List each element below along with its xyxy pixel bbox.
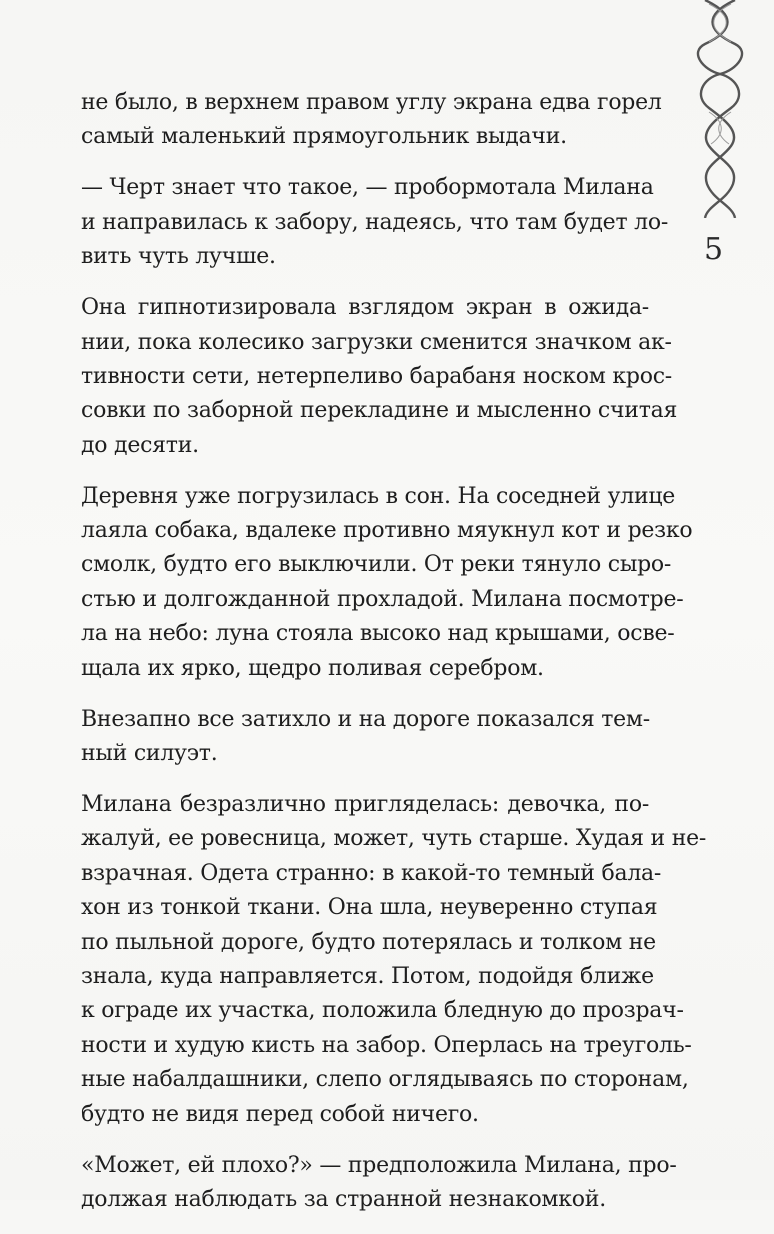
body-text [81, 86, 707, 1234]
text-line: «Может, ей плохо?» — предположила Милана, про- [81, 1152, 677, 1178]
text-line: Внезапно все затихло и на дороге показался тем- [81, 706, 650, 732]
text-line: тивности сети, нетерпеливо барабаня носком крос- [81, 363, 672, 389]
text-line: совки по заборной перекладине и мысленно считая [81, 398, 678, 424]
text-line: не было, в верхнем правом углу экрана едва горел [81, 90, 662, 115]
text-line: ные набалдашники, слепо оглядываясь по сторонам, [81, 1067, 689, 1093]
paragraph [81, 480, 693, 686]
text-line: по пыльной дороге, будто потерялась и толком не [81, 929, 656, 955]
text-line: нии, пока колесико загрузки сменится значком ак- [81, 329, 672, 355]
text-line: стью и долгожданной прохладой. Милана посмотре- [81, 586, 684, 612]
text-line: — Черт знает что такое, — пробормотала Милана [81, 175, 654, 201]
text-line: жалуй, ее ровесница, может, чуть старше. Худая и не- [81, 826, 707, 852]
text-line: самый маленький прямоугольник выдачи. [81, 124, 567, 150]
text-line: и направилась к забору, надеясь, что там будет ло- [81, 209, 669, 235]
text-line: к ограде их участка, положила бледную до прозрач- [81, 998, 684, 1024]
text-line: ный силуэт. [81, 741, 218, 767]
text-line: смолк, будто его выключили. От реки тянуло сыро- [81, 552, 672, 578]
page-number: 5 [704, 232, 724, 267]
text-line: щала их ярко, щедро поливая серебром. [81, 655, 544, 681]
text-line: будто не видя перед собой ничего. [81, 1101, 479, 1127]
text-line: хон из тонкой ткани. Она шла, неуверенно ступая [81, 895, 658, 921]
paragraph [81, 703, 649, 772]
paragraph [81, 788, 707, 1132]
text-line: знала, куда направляется. Потом, подойдя ближе [81, 963, 654, 989]
text-line: Она гипнотизировала взглядом экран в ожида- [81, 295, 649, 321]
paragraph [81, 86, 662, 155]
text-line: вить чуть лучше. [81, 244, 276, 270]
celtic-knot-border-icon [695, 0, 745, 218]
text-line: Деревня уже погрузилась в сон. На соседней улице [81, 483, 676, 509]
text-line: Милана безразлично пригляделась: девочка, по- [81, 792, 649, 817]
text-line: до десяти. [81, 432, 199, 458]
text-line: лаяла собака, вдалеке противно мяукнул кот и резко [81, 518, 693, 544]
text-line: взрачная. Одета странно: в какой-то темный бала- [81, 860, 662, 886]
text-line: ла на небо: луна стояла высоко над крышами, осве- [81, 621, 675, 647]
paragraph [81, 171, 669, 274]
paragraph [81, 1149, 677, 1218]
paragraph [81, 291, 678, 463]
text-line: должая наблюдать за странной незнакомкой. [81, 1186, 606, 1212]
text-line: ности и худую кисть на забор. Оперлась на треуголь- [81, 1032, 692, 1058]
